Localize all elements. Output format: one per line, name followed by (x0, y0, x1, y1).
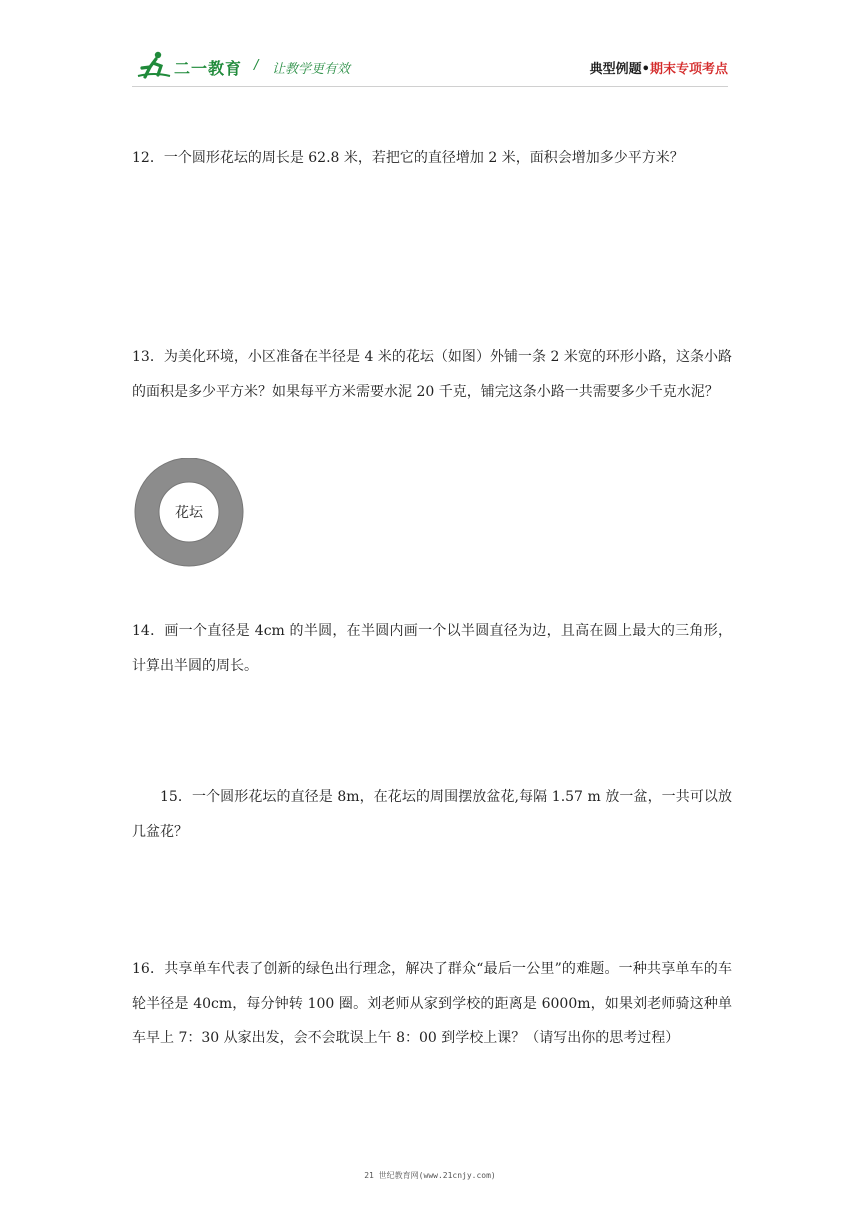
flowerbed-ring-figure (132, 458, 248, 570)
header-title-part2: 期末专项考点 (649, 62, 728, 77)
question-15: 15．一个圆形花坛的直径是 8m，在花坛的周围摆放盆花,每隔 1.57 m 放一盆，一共可以放几盆花？ (132, 789, 732, 840)
question-14: 14．画一个直径是 4cm 的半圆，在半圆内画一个以半圆直径为边，且高在圆上最大的三角形，计算出半圆的周长。 (132, 623, 732, 674)
question-16: 16．共享单车代表了创新的绿色出行理念，解决了群众“最后一公里”的难题。一种共享单车的车轮半径是 40cm，每分钟转 100 圈。刘老师从家到学校的距离是 6000m，如果刘老师骑这种单车早上 7：30 从家出发，会不会耽误上午 8：00 到学校上课？（请写出你的思考过程） (132, 961, 732, 1046)
header-title (590, 58, 728, 77)
page-footer: 21 世纪教育网(www.21cnjy.com) (364, 1171, 496, 1180)
logo-divider: / (254, 58, 259, 73)
logo-text: 二一教育 (174, 59, 243, 78)
question-12: 12．一个圆形花坛的周长是 62.8 米，若把它的直径增加 2 米，面积会增加多少平方米？ (132, 150, 684, 166)
runner-logo-icon (136, 50, 172, 80)
flowerbed-label: 花坛 (175, 505, 203, 521)
ring-diagram (132, 458, 248, 570)
logo (136, 50, 386, 84)
question-13: 13．为美化环境，小区准备在半径是 4 米的花坛（如图）外铺一条 2 米宽的环形小路，这条小路的面积是多少平方米？如果每平方米需要水泥 20 千克，铺完这条小路一共需要多少千克水泥？ (132, 349, 732, 400)
page-header (0, 0, 860, 110)
header-title-part1: 典型例题• (589, 62, 650, 77)
header-divider (132, 86, 728, 87)
logo-slogan: 让教学更有效 (272, 62, 351, 77)
